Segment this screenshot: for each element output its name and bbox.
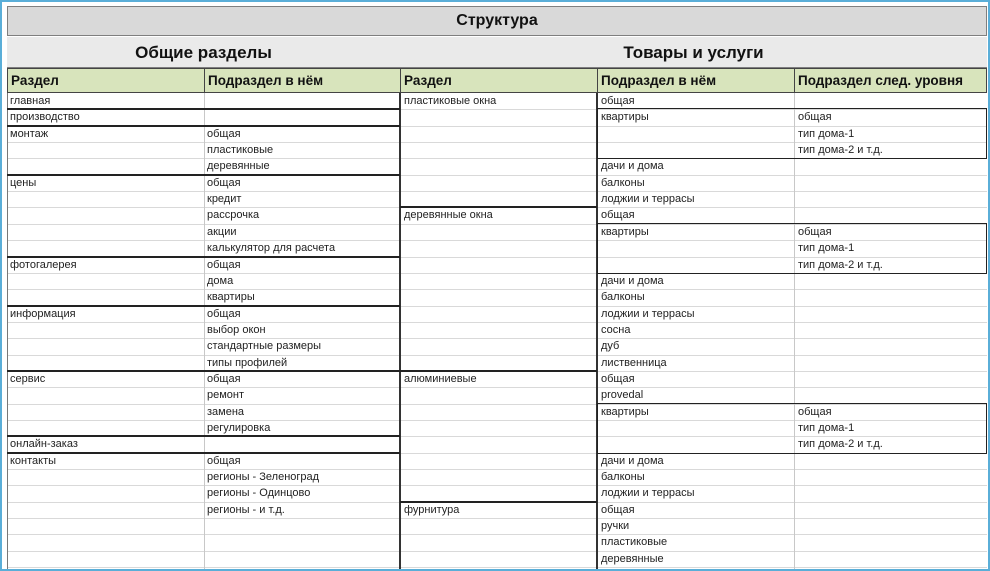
header-products-section: Раздел bbox=[400, 68, 598, 93]
general-subsection-label: общая bbox=[207, 127, 241, 140]
next-level-label: тип дома-1 bbox=[798, 127, 855, 140]
product-subsection-label: лоджии и террасы bbox=[601, 193, 695, 206]
general-section-label: сервис bbox=[10, 372, 46, 385]
next-level-label: общая bbox=[798, 405, 832, 418]
product-subsection-label: дуб bbox=[601, 340, 620, 353]
general-section-label: онлайн-заказ bbox=[10, 438, 78, 451]
header-products-subsection: Подраздел в нём bbox=[597, 68, 795, 93]
general-subsection-label: квартиры bbox=[207, 291, 255, 304]
general-section-label: главная bbox=[10, 95, 51, 107]
general-subsection-label: кредит bbox=[207, 193, 242, 206]
general-subsection-label: рассрочка bbox=[207, 209, 260, 222]
product-subsection-label: балконы bbox=[601, 471, 645, 484]
product-section-label: пластиковые окна bbox=[404, 95, 497, 107]
next-level-label: тип дома-2 и т.д. bbox=[798, 438, 883, 451]
general-section-label: информация bbox=[10, 307, 76, 320]
product-subsection-label: балконы bbox=[601, 176, 645, 189]
product-subsection-label: лоджии и террасы bbox=[601, 307, 695, 320]
column-divider bbox=[7, 93, 8, 571]
next-level-label: тип дома-2 и т.д. bbox=[798, 144, 883, 157]
general-section-label: контакты bbox=[10, 454, 57, 467]
product-section-label: деревянные окна bbox=[404, 209, 493, 222]
product-subsection-label: лиственница bbox=[601, 356, 667, 369]
group-products: Товары и услуги bbox=[400, 37, 987, 68]
product-subsection-label: пластиковые bbox=[601, 536, 668, 549]
product-subsection-label: общая bbox=[601, 372, 635, 385]
general-subsection-label: выбор окон bbox=[207, 323, 266, 336]
general-subsection-label: замена bbox=[207, 405, 245, 418]
sheet-title: Структура bbox=[7, 6, 987, 36]
next-level-label: тип дома-2 и т.д. bbox=[798, 258, 883, 271]
general-section-label: цены bbox=[10, 176, 37, 189]
group-general: Общие разделы bbox=[7, 37, 400, 68]
general-subsection-label: общая bbox=[207, 372, 241, 385]
product-subsection-label: дачи и дома bbox=[601, 160, 664, 173]
general-subsection-label: деревянные bbox=[207, 160, 270, 173]
general-subsection-label: акции bbox=[207, 225, 237, 238]
row-gridline bbox=[7, 485, 987, 486]
general-subsection-label: общая bbox=[207, 176, 241, 189]
product-section-label: алюминиевые bbox=[404, 372, 477, 385]
general-subsection-label: регулировка bbox=[207, 422, 271, 434]
general-subsection-label: типы профилей bbox=[207, 356, 288, 369]
row-gridline bbox=[7, 338, 987, 339]
product-subsection-label: балконы bbox=[601, 291, 645, 304]
next-level-label: тип дома-1 bbox=[798, 242, 855, 255]
next-level-label: общая bbox=[798, 225, 832, 238]
general-subsection-label: регионы - Зеленоград bbox=[207, 471, 320, 484]
product-subsection-label: общая bbox=[601, 503, 635, 516]
row-gridline bbox=[7, 289, 987, 290]
general-subsection-label: калькулятор для расчета bbox=[207, 242, 336, 255]
next-level-label: общая bbox=[798, 111, 832, 124]
product-subsection-label: дачи и дома bbox=[601, 454, 664, 467]
general-subsection-label: регионы - Одинцово bbox=[207, 487, 311, 500]
product-subsection-label: ручки bbox=[601, 520, 630, 533]
general-subsection-label: общая bbox=[207, 307, 241, 320]
product-subsection-label: лоджии и террасы bbox=[601, 487, 695, 500]
row-gridline bbox=[7, 355, 987, 356]
product-section-label: фурнитура bbox=[404, 503, 460, 516]
general-subsection-label: дома bbox=[207, 274, 234, 287]
general-subsection-label: стандартные размеры bbox=[207, 340, 322, 353]
header-general-section: Раздел bbox=[7, 68, 205, 93]
product-subsection-label: квартиры bbox=[601, 405, 649, 418]
row-gridline bbox=[7, 387, 987, 388]
row-gridline bbox=[7, 534, 987, 535]
general-section-label: фотогалерея bbox=[10, 258, 77, 271]
general-subsection-label: ремонт bbox=[207, 389, 245, 402]
product-subsection-label: квартиры bbox=[601, 225, 649, 238]
next-level-label: тип дома-1 bbox=[798, 422, 855, 434]
product-subsection-label: квартиры bbox=[601, 111, 649, 124]
header-products-next-level: Подраздел след. уровня bbox=[794, 68, 987, 93]
general-section-label: монтаж bbox=[10, 127, 49, 140]
general-subsection-label: регионы - и т.д. bbox=[207, 503, 285, 516]
general-section-label: производство bbox=[10, 111, 80, 124]
product-subsection-label: общая bbox=[601, 209, 635, 222]
row-gridline bbox=[7, 551, 987, 552]
header-general-subsection: Подраздел в нём bbox=[204, 68, 401, 93]
product-subsection-label: общая bbox=[601, 95, 635, 107]
general-subsection-label: общая bbox=[207, 258, 241, 271]
row-gridline bbox=[7, 567, 987, 568]
general-subsection-label: пластиковые bbox=[207, 144, 274, 157]
product-subsection-label: дачи и дома bbox=[601, 274, 664, 287]
row-gridline bbox=[7, 469, 987, 470]
product-subsection-label: деревянные bbox=[601, 552, 664, 565]
general-subsection-label: общая bbox=[207, 454, 241, 467]
product-subsection-label: provedal bbox=[601, 389, 644, 402]
product-subsection-label: сосна bbox=[601, 323, 631, 336]
